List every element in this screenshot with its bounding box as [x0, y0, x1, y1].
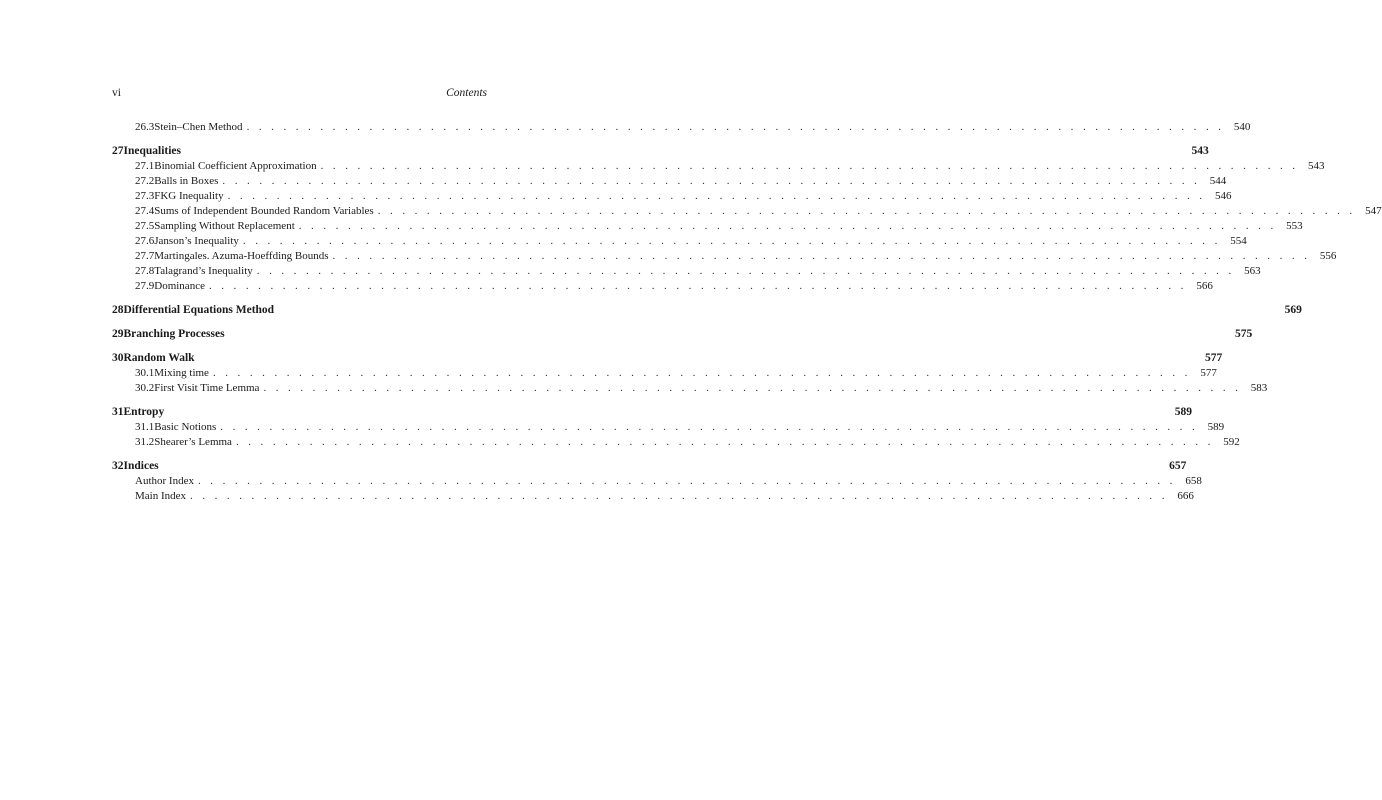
toc-entry-page: 553 — [1286, 220, 1303, 232]
toc-entry-title: Shearer’s Lemma — [154, 436, 232, 448]
toc-entry-number: 31 — [112, 406, 124, 418]
toc-section-entry[interactable] — [112, 174, 1227, 189]
toc-entry-title: Dominance — [154, 280, 205, 292]
toc-section-entry[interactable] — [112, 489, 1194, 504]
toc-entry-number: 30.2 — [135, 382, 155, 394]
toc-entry-page: 547 — [1365, 205, 1382, 217]
toc-dot-leader: . . . . . . . . . . . . . . . . . . . . . . . . . . . . . . . . . . . . . . . . . . . . . . . . . . . . . . . . . . . . . . . . . . . . . . . . . . . . . . . . — [212, 367, 1191, 379]
toc-dot-leader: . . . . . . . . . . . . . . . . . . . . . . . . . . . . . . . . . . . . . . . . . . . . . . . . . . . . . . . . . . . . . . . . . . . . . . . . . . . . . . . . — [377, 205, 1356, 217]
toc-entry-number: 27.3 — [135, 190, 155, 202]
toc-section-entry[interactable] — [112, 204, 1382, 219]
toc-chapter-entry[interactable] — [112, 144, 1209, 159]
toc-entry-number: 29 — [112, 328, 124, 340]
toc-entry-page: 589 — [1174, 406, 1192, 418]
toc-entry-number: 30 — [112, 352, 124, 364]
toc-entry-number: 27.5 — [135, 220, 155, 232]
toc-entry-number: 28 — [112, 304, 124, 316]
toc-entry-title: Main Index — [135, 490, 187, 502]
toc-entry-number: 31.1 — [135, 421, 155, 433]
toc-entry-page: 544 — [1209, 175, 1227, 187]
toc-entry-number: 27.7 — [135, 250, 155, 262]
toc-entry-page: 657 — [1169, 460, 1187, 472]
toc-entry-page: 577 — [1200, 367, 1217, 379]
toc-section-entry[interactable] — [112, 249, 1337, 264]
toc-entry-page: 589 — [1207, 421, 1225, 433]
toc-dot-leader: . . . . . . . . . . . . . . . . . . . . . . . . . . . . . . . . . . . . . . . . . . . . . . . . . . . . . . . . . . . . . . . . . . . . . . . . . . . . . . . . — [227, 190, 1206, 202]
toc-entry-page: 658 — [1185, 475, 1202, 487]
toc-entry-title: Author Index — [135, 475, 194, 487]
running-head — [112, 87, 487, 103]
toc-dot-leader: . . . . . . . . . . . . . . . . . . . . . . . . . . . . . . . . . . . . . . . . . . . . . . . . . . . . . . . . . . . . . . . . . . . . . . . . . . . . . . . . — [320, 160, 1299, 172]
toc-entry-title: Differential Equations Method — [123, 304, 275, 316]
running-title: Contents — [446, 87, 487, 99]
toc-entry-title: Sampling Without Replacement — [154, 220, 295, 232]
toc-entry-title: Binomial Coefficient Approximation — [154, 160, 317, 172]
toc-section-entry[interactable] — [112, 219, 1303, 234]
toc-section-entry[interactable] — [112, 120, 1251, 135]
toc-chapter-entry[interactable] — [112, 459, 1187, 474]
toc-dot-leader: . . . . . . . . . . . . . . . . . . . . . . . . . . . . . . . . . . . . . . . . . . . . . . . . . . . . . . . . . . . . . . . . . . . . . . . . . . . . . . . . — [263, 382, 1242, 394]
toc-chapter-entry[interactable] — [112, 405, 1192, 420]
toc-entry-number: 27.4 — [135, 205, 155, 217]
toc-entry-number: 27.6 — [135, 235, 155, 247]
toc-entry-title: Stein–Chen Method — [154, 121, 243, 133]
toc-chapter-entry[interactable] — [112, 327, 1253, 342]
toc-entry-page: 592 — [1223, 436, 1240, 448]
page-number: vi — [112, 87, 121, 99]
toc-entry-page: 666 — [1177, 490, 1194, 502]
toc-section-entry[interactable] — [112, 435, 1240, 450]
toc-dot-leader: . . . . . . . . . . . . . . . . . . . . . . . . . . . . . . . . . . . . . . . . . . . . . . . . . . . . . . . . . . . . . . . . . . . . . . . . . . . . . . . . — [222, 175, 1201, 187]
toc-section-entry[interactable] — [112, 189, 1232, 204]
toc-section-entry[interactable] — [112, 264, 1261, 279]
toc-dot-leader: . . . . . . . . . . . . . . . . . . . . . . . . . . . . . . . . . . . . . . . . . . . . . . . . . . . . . . . . . . . . . . . . . . . . . . . . . . . . . . . . — [256, 265, 1235, 277]
toc-dot-leader: . . . . . . . . . . . . . . . . . . . . . . . . . . . . . . . . . . . . . . . . . . . . . . . . . . . . . . . . . . . . . . . . . . . . . . . . . . . . . . . . — [235, 436, 1214, 448]
toc-entry-title: First Visit Time Lemma — [154, 382, 260, 394]
toc-entry-number: 27.8 — [135, 265, 155, 277]
toc-entry-number: 27 — [112, 145, 124, 157]
toc-entry-page: 543 — [1191, 145, 1209, 157]
toc-entry-page: 540 — [1233, 121, 1251, 133]
toc-entry-title: Martingales. Azuma-Hoeffding Bounds — [154, 250, 329, 262]
toc-entry-page: 575 — [1235, 328, 1253, 340]
toc-entry-title: Talagrand’s Inequality — [154, 265, 253, 277]
toc-entry-number: 27.2 — [135, 175, 155, 187]
toc-entry-number: 32 — [112, 460, 124, 472]
toc-entry-number: 30.1 — [135, 367, 155, 379]
toc-chapter-entry[interactable] — [112, 303, 1302, 318]
toc-entry-page: 577 — [1205, 352, 1223, 364]
toc-entry-page: 563 — [1244, 265, 1261, 277]
toc-entry-title: Sums of Independent Bounded Random Variables — [154, 205, 374, 217]
toc-entry-number: 31.2 — [135, 436, 155, 448]
toc-section-entry[interactable] — [112, 474, 1202, 489]
toc-entry-title: Branching Processes — [123, 328, 225, 340]
toc-entry-number: 26.3 — [135, 121, 155, 133]
toc-dot-leader: . . . . . . . . . . . . . . . . . . . . . . . . . . . . . . . . . . . . . . . . . . . . . . . . . . . . . . . . . . . . . . . . . . . . . . . . . . . . . . . . — [298, 220, 1277, 232]
toc-entry-number: 27.9 — [135, 280, 155, 292]
toc-section-entry[interactable] — [112, 366, 1217, 381]
toc-section-entry[interactable] — [112, 420, 1225, 435]
toc-dot-leader: . . . . . . . . . . . . . . . . . . . . . . . . . . . . . . . . . . . . . . . . . . . . . . . . . . . . . . . . . . . . . . . . . . . . . . . . . . . . . . . . — [190, 490, 1168, 502]
toc-entry-title: Entropy — [123, 406, 165, 418]
toc-entry-number: 27.1 — [135, 160, 155, 172]
toc-entry-page: 546 — [1214, 190, 1232, 202]
toc-entry-title: Random Walk — [123, 352, 195, 364]
toc-dot-leader: . . . . . . . . . . . . . . . . . . . . . . . . . . . . . . . . . . . . . . . . . . . . . . . . . . . . . . . . . . . . . . . . . . . . . . . . . . . . . . . . — [197, 475, 1176, 487]
toc-entry-title: Indices — [123, 460, 159, 472]
toc-entry-page: 543 — [1307, 160, 1325, 172]
toc-dot-leader: . . . . . . . . . . . . . . . . . . . . . . . . . . . . . . . . . . . . . . . . . . . . . . . . . . . . . . . . . . . . . . . . . . . . . . . . . . . . . . . . — [246, 121, 1225, 133]
toc-entry-page: 554 — [1230, 235, 1247, 247]
toc-entry-title: Inequalities — [123, 145, 182, 157]
toc-entry-page: 566 — [1196, 280, 1213, 292]
table-of-contents — [112, 120, 1382, 504]
toc-dot-leader: . . . . . . . . . . . . . . . . . . . . . . . . . . . . . . . . . . . . . . . . . . . . . . . . . . . . . . . . . . . . . . . . . . . . . . . . . . . . . . . . — [208, 280, 1187, 292]
toc-chapter-entry[interactable] — [112, 351, 1223, 366]
toc-entry-page: 556 — [1319, 250, 1337, 262]
toc-section-entry[interactable] — [112, 234, 1247, 249]
toc-section-entry[interactable] — [112, 381, 1268, 396]
toc-entry-title: Balls in Boxes — [154, 175, 219, 187]
toc-dot-leader: . . . . . . . . . . . . . . . . . . . . . . . . . . . . . . . . . . . . . . . . . . . . . . . . . . . . . . . . . . . . . . . . . . . . . . . . . . . . . . . . — [332, 250, 1311, 262]
toc-entry-title: Janson’s Inequality — [154, 235, 239, 247]
toc-entry-title: FKG Inequality — [154, 190, 224, 202]
toc-entry-title: Mixing time — [154, 367, 209, 379]
toc-section-entry[interactable] — [112, 159, 1325, 174]
toc-dot-leader: . . . . . . . . . . . . . . . . . . . . . . . . . . . . . . . . . . . . . . . . . . . . . . . . . . . . . . . . . . . . . . . . . . . . . . . . . . . . . . . . — [220, 421, 1199, 433]
toc-entry-title: Basic Notions — [154, 421, 217, 433]
toc-entry-page: 583 — [1250, 382, 1268, 394]
toc-dot-leader: . . . . . . . . . . . . . . . . . . . . . . . . . . . . . . . . . . . . . . . . . . . . . . . . . . . . . . . . . . . . . . . . . . . . . . . . . . . . . . . . — [242, 235, 1221, 247]
toc-entry-page: 569 — [1284, 304, 1302, 316]
toc-section-entry[interactable] — [112, 279, 1213, 294]
